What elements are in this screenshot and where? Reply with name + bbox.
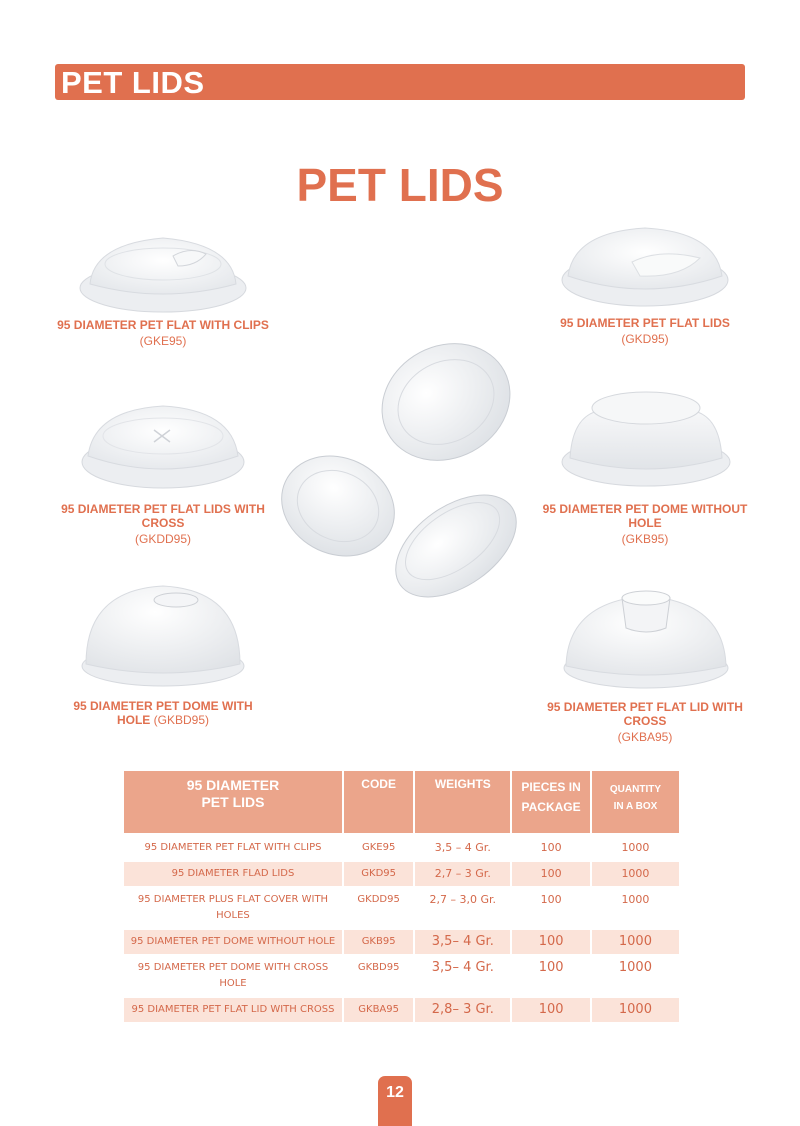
table-row — [124, 862, 679, 888]
column-header-code: CODE — [344, 771, 413, 836]
cell-pieces: 100 — [512, 956, 590, 998]
column-header-weights: WEIGHTS — [415, 771, 510, 836]
dome-lid-with-cup-image — [562, 578, 730, 692]
product-name: 95 DIAMETER PET DOME WITH HOLE — [73, 699, 253, 727]
cell-pieces: 100 — [512, 930, 590, 956]
cell-quantity: 1000 — [592, 998, 679, 1024]
spec-table — [122, 771, 681, 1024]
cell-code: GKBD95 — [344, 956, 413, 998]
cell-weight: 2,8– 3 Gr. — [415, 998, 510, 1024]
product-code: (GKBA95) — [617, 730, 673, 744]
cell-weight: 3,5 – 4 Gr. — [415, 836, 510, 862]
table-row — [124, 888, 679, 930]
product-code: (GKDD95) — [134, 532, 191, 546]
cell-weight: 2,7 – 3,0 Gr. — [415, 888, 510, 930]
section-header-bar — [55, 64, 745, 100]
cell-pieces: 100 — [512, 998, 590, 1024]
cell-quantity: 1000 — [592, 888, 679, 930]
cell-pieces: 100 — [512, 836, 590, 862]
page-title: PET LIDS — [296, 159, 504, 211]
cell-pieces: 100 — [512, 862, 590, 888]
header-text: IN A BOX — [613, 801, 658, 812]
product-code: (GKD95) — [621, 332, 669, 346]
cell-quantity: 1000 — [592, 956, 679, 998]
column-header-pieces — [512, 771, 590, 836]
cell-weight: 3,5– 4 Gr. — [415, 956, 510, 998]
product-caption — [50, 318, 276, 348]
cell-code: GKB95 — [344, 930, 413, 956]
column-header-name — [124, 771, 342, 836]
table-row — [124, 836, 679, 862]
cell-name: 95 DIAMETER PLUS FLAT COVER WITH HOLES — [124, 888, 342, 930]
cell-pieces: 100 — [512, 888, 590, 930]
table-row — [124, 956, 679, 998]
product-caption — [66, 699, 260, 727]
header-text: PIECES IN — [521, 780, 581, 794]
product-code: (GKE95) — [139, 334, 187, 348]
cell-name: 95 DIAMETER PET FLAT LID WITH CROSS — [124, 998, 342, 1024]
product-name: 95 DIAMETER PET FLAT WITH CLIPS — [57, 318, 269, 332]
column-header-quantity — [592, 771, 679, 836]
cell-code: GKD95 — [344, 862, 413, 888]
cell-code: GKDD95 — [344, 888, 413, 930]
cell-quantity: 1000 — [592, 862, 679, 888]
product-name: 95 DIAMETER PET DOME WITHOUT HOLE — [542, 502, 748, 530]
header-text: PET LIDS — [201, 794, 265, 810]
header-text: QUANTITY — [609, 784, 661, 795]
dome-with-hole-image — [80, 580, 246, 690]
table-row — [124, 930, 679, 956]
product-caption — [532, 316, 758, 346]
product-code: (GKBD95) — [153, 713, 210, 727]
table-header-row — [124, 771, 679, 836]
product-code: (GKB95) — [621, 532, 669, 546]
product-name: 95 DIAMETER PET FLAT LID WITH CROSS — [547, 700, 743, 728]
cell-weight: 3,5– 4 Gr. — [415, 930, 510, 956]
header-text: PACKAGE — [521, 800, 581, 814]
product-caption — [542, 700, 748, 744]
cell-name: 95 DIAMETER PET DOME WITHOUT HOLE — [124, 930, 342, 956]
assorted-lids-image — [278, 336, 524, 612]
product-caption — [540, 502, 750, 546]
header-text: 95 DIAMETER — [186, 777, 280, 793]
flat-lid-image — [560, 218, 730, 310]
cell-code: GKE95 — [344, 836, 413, 862]
product-caption — [56, 502, 270, 546]
section-header-title: PET LIDS — [61, 65, 205, 100]
cell-quantity: 1000 — [592, 836, 679, 862]
page-number: 12 — [378, 1076, 412, 1126]
cell-quantity: 1000 — [592, 930, 679, 956]
table-row — [124, 998, 679, 1024]
cell-code: GKBA95 — [344, 998, 413, 1024]
flat-lid-with-cross-image — [80, 400, 246, 492]
cell-name: 95 DIAMETER PET FLAT WITH CLIPS — [124, 836, 342, 862]
cell-weight: 2,7 – 3 Gr. — [415, 862, 510, 888]
cell-name: 95 DIAMETER FLAD LIDS — [124, 862, 342, 888]
product-name: 95 DIAMETER PET FLAT LIDS WITH CROSS — [61, 502, 265, 530]
dome-without-hole-image — [560, 384, 732, 490]
product-name: 95 DIAMETER PET FLAT LIDS — [560, 316, 730, 330]
cell-name: 95 DIAMETER PET DOME WITH CROSS HOLE — [124, 956, 342, 998]
flat-lid-with-clips-image — [78, 222, 248, 317]
